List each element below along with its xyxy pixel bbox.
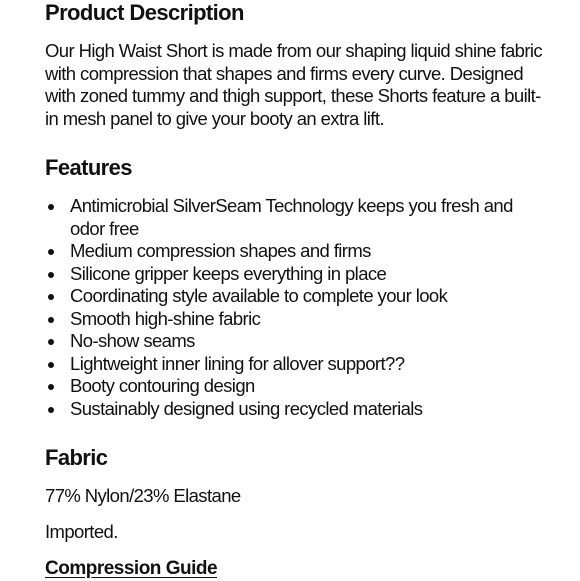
- feature-text: Lightweight inner lining for allover support??: [70, 352, 405, 374]
- feature-text: Booty contouring design: [70, 375, 255, 396]
- feature-text: Sustainably designed using recycled materials: [70, 397, 423, 419]
- feature-text: Medium compression shapes and firms: [70, 240, 371, 261]
- product-description-text: Our High Waist Short is made from our shaping liquid shine fabric with compression that shapes and firms every curve. Designed with zoned tummy and thigh support, these Shorts feature a built-in mesh panel to give your booty an extra lift.: [45, 40, 543, 129]
- feature-text: Antimicrobial SilverSeam Technology keeps you fresh and odor free: [70, 195, 513, 239]
- bullet-icon: [48, 362, 54, 368]
- bullet-icon: [48, 407, 54, 413]
- feature-text: Smooth high-shine fabric: [70, 307, 261, 329]
- feature-text: Silicone gripper keeps everything in place: [70, 262, 387, 284]
- features-list-item: [45, 375, 550, 398]
- fabric-heading: Fabric: [45, 445, 108, 470]
- features-list-item: [45, 353, 550, 376]
- features-list-item: [45, 240, 550, 263]
- bullet-icon: [48, 339, 54, 345]
- bullet-icon: [48, 317, 54, 323]
- features-heading: Features: [45, 155, 132, 180]
- bullet-icon: [48, 272, 54, 278]
- bullet-icon: [48, 294, 54, 300]
- feature-text: Coordinating style available to complete your look: [70, 285, 448, 306]
- compression-guide-link[interactable]: Compression Guide: [45, 558, 218, 579]
- features-list-item: [45, 263, 550, 286]
- product-description-heading: Product Description: [45, 0, 244, 25]
- features-list-item: [45, 398, 550, 421]
- features-list-item: [45, 195, 550, 240]
- features-list-item: [45, 285, 550, 308]
- bullet-icon: [48, 204, 54, 210]
- fabric-origin: Imported.: [45, 521, 118, 542]
- bullet-icon: [48, 384, 54, 390]
- features-list-item: [45, 308, 550, 331]
- fabric-composition: 77% Nylon/23% Elastane: [45, 485, 241, 506]
- features-list: [45, 195, 550, 420]
- features-list-item: [45, 330, 550, 353]
- bullet-icon: [48, 249, 54, 255]
- feature-text: No-show seams: [70, 330, 195, 351]
